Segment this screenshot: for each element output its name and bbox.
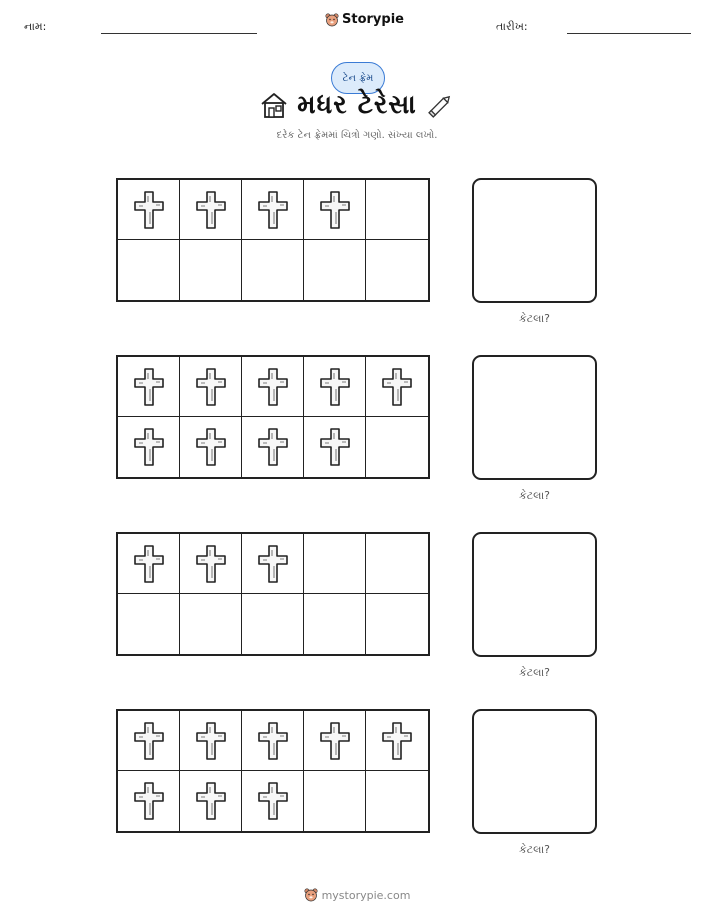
ten-frame-cell (242, 534, 304, 594)
name-label: નામ: (24, 20, 47, 33)
cross-icon (319, 427, 351, 467)
ten-frame-cell (118, 180, 180, 240)
ten-frame-cell (242, 711, 304, 771)
cross-icon (195, 190, 227, 230)
ten-frame-cell (242, 180, 304, 240)
how-many-label: કેટલા? (518, 843, 551, 856)
cross-icon (195, 721, 227, 761)
ten-frame-cell (304, 771, 366, 831)
ten-frame-cell (304, 180, 366, 240)
how-many-label: કેટલા? (518, 489, 551, 502)
ten-frame-cell (366, 771, 428, 831)
ten-frame-cell (242, 594, 304, 654)
instructions: દરેક ટેન ફ્રેમમાં ચિત્રો ગણો. સંખ્યા લખો. (276, 130, 438, 141)
ten-frame-cell (118, 417, 180, 477)
cross-icon (257, 427, 289, 467)
bear-icon (304, 888, 318, 902)
cross-icon (381, 367, 413, 407)
cross-icon (195, 781, 227, 821)
ten-frame-cell (180, 594, 242, 654)
ten-frame-cell (242, 357, 304, 417)
ten-frame-cell (304, 711, 366, 771)
ten-frame-cell (242, 417, 304, 477)
cross-icon (257, 190, 289, 230)
how-many-label: કેટલા? (518, 666, 551, 679)
brand-logo (325, 12, 404, 27)
ten-frame-cell (118, 534, 180, 594)
footer-site: mystorypie.com (321, 888, 411, 902)
cross-icon (133, 721, 165, 761)
ten-frame-cell (118, 240, 180, 300)
ten-frame-cell (180, 180, 242, 240)
ten-frame-cell (304, 417, 366, 477)
ten-frame-cell (366, 417, 428, 477)
cross-icon (257, 367, 289, 407)
ten-frame-cell (180, 534, 242, 594)
page-title: મધર ટેરેસા (297, 90, 417, 120)
ten-frame-cell (366, 711, 428, 771)
ten-frame-cell (366, 357, 428, 417)
ten-frame-cell (180, 711, 242, 771)
cross-icon (381, 721, 413, 761)
ten-frame-cell (366, 240, 428, 300)
cross-icon (257, 721, 289, 761)
answer-box[interactable] (472, 709, 597, 834)
ten-frame (116, 178, 430, 302)
cross-icon (133, 544, 165, 584)
cross-icon (319, 190, 351, 230)
cross-icon (257, 781, 289, 821)
name-line[interactable] (101, 33, 257, 34)
ten-frame-cell (118, 711, 180, 771)
date-label: તારીખ: (496, 20, 528, 33)
cross-icon (133, 190, 165, 230)
ten-frame-cell (180, 240, 242, 300)
ten-frame-cell (366, 594, 428, 654)
cross-icon (319, 721, 351, 761)
how-many-label: કેટલા? (518, 312, 551, 325)
ten-frame-cell (366, 534, 428, 594)
cross-icon (133, 427, 165, 467)
ten-frame-cell (304, 240, 366, 300)
ten-frame-cell (304, 357, 366, 417)
cross-icon (195, 367, 227, 407)
cross-icon (195, 544, 227, 584)
title-area (0, 62, 714, 132)
cross-icon (257, 544, 289, 584)
cross-icon (195, 427, 227, 467)
ten-frame-cell (118, 357, 180, 417)
pencil-icon (426, 92, 454, 120)
brand-name: Storypie (342, 12, 404, 27)
ten-frame-cell (242, 240, 304, 300)
ten-frame-cell (366, 180, 428, 240)
ten-frame-cell (118, 594, 180, 654)
ten-frame-cell (242, 771, 304, 831)
cross-icon (133, 781, 165, 821)
ten-frame-cell (304, 594, 366, 654)
answer-box[interactable] (472, 178, 597, 303)
bear-icon (325, 13, 339, 27)
cross-icon (319, 367, 351, 407)
footer (0, 888, 714, 902)
ten-frame (116, 709, 430, 833)
answer-box[interactable] (472, 355, 597, 480)
date-line[interactable] (567, 33, 691, 34)
ten-frame-cell (180, 357, 242, 417)
answer-box[interactable] (472, 532, 597, 657)
ten-frame (116, 355, 430, 479)
ten-frame (116, 532, 430, 656)
ten-frame-cell (304, 534, 366, 594)
ten-frame-cell (118, 771, 180, 831)
cross-icon (133, 367, 165, 407)
ten-frame-cell (180, 417, 242, 477)
ten-frame-badge: ટેન ફ્રેમ (331, 62, 385, 94)
ten-frame-cell (180, 771, 242, 831)
